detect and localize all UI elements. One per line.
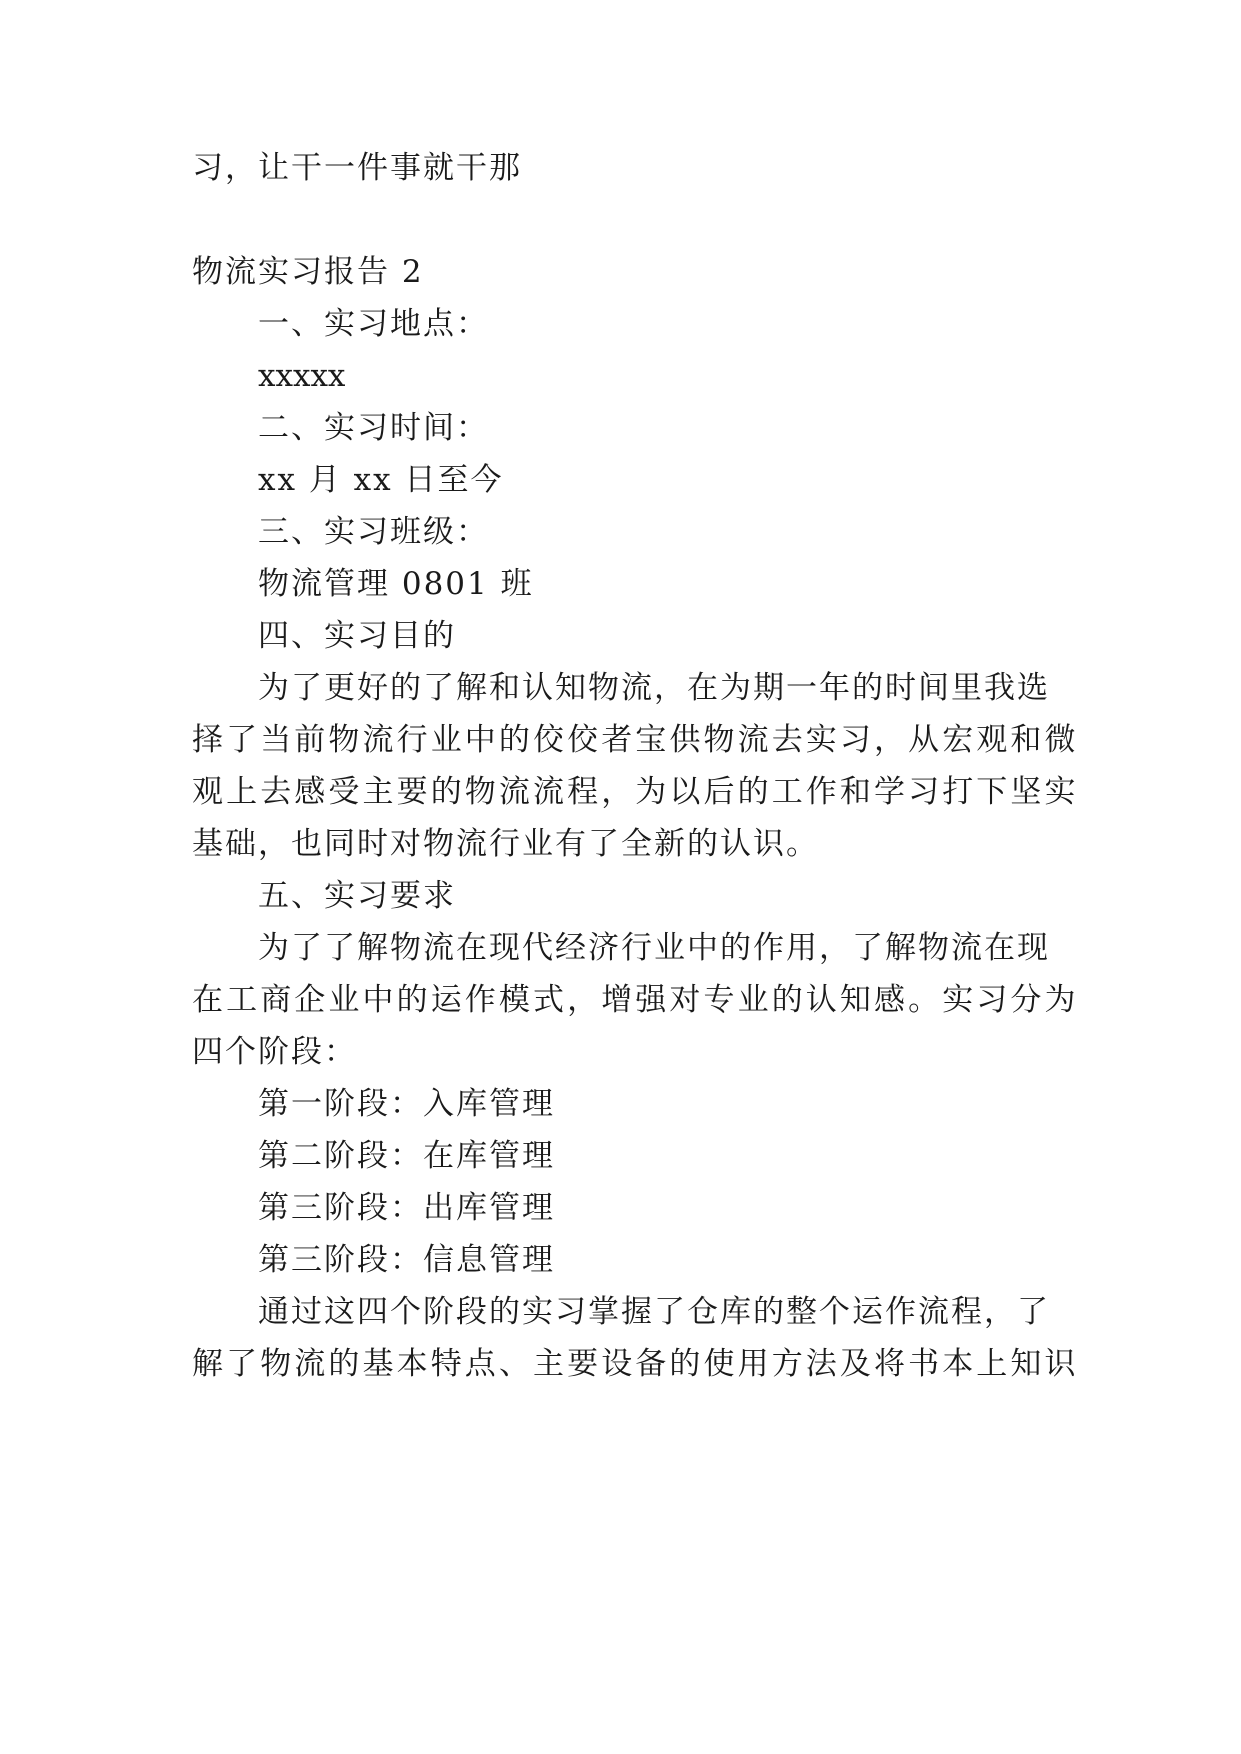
stage-item: 第三阶段：出库管理 (258, 1190, 555, 1226)
section2-value: xx 月 xx 日至今 (258, 462, 504, 498)
requirement-line: 四个阶段： (192, 1034, 357, 1070)
requirement-line: 在工商企业中的运作模式，增强对专业的认知感。实习分为 (192, 982, 1079, 1018)
purpose-line: 为了更好的了解和认知物流，在为期一年的时间里我选 (258, 670, 1050, 706)
purpose-line: 基础，也同时对物流行业有了全新的认识。 (192, 826, 819, 862)
section4-heading: 四、实习目的 (258, 618, 456, 654)
stage-item: 第二阶段：在库管理 (258, 1138, 555, 1174)
section3-heading: 三、实习班级： (258, 514, 489, 550)
report-title: 物流实习报告 2 (192, 254, 424, 290)
section1-heading: 一、实习地点： (258, 306, 489, 342)
section1-value: xxxxx (258, 358, 346, 394)
closing-line: 通过这四个阶段的实习掌握了仓库的整个运作流程，了 (258, 1294, 1050, 1330)
requirement-line: 为了了解物流在现代经济行业中的作用，了解物流在现 (258, 930, 1050, 966)
section2-heading: 二、实习时间： (258, 410, 489, 446)
stage-item: 第三阶段：信息管理 (258, 1242, 555, 1278)
continuation-line: 习，让干一件事就干那 (192, 150, 522, 186)
section5-heading: 五、实习要求 (258, 878, 456, 914)
stage-item: 第一阶段：入库管理 (258, 1086, 555, 1122)
section3-value: 物流管理 0801 班 (258, 566, 534, 602)
purpose-line: 观上去感受主要的物流流程，为以后的工作和学习打下坚实 (192, 774, 1079, 810)
purpose-line: 择了当前物流行业中的佼佼者宝供物流去实习，从宏观和微 (192, 722, 1079, 758)
closing-line: 解了物流的基本特点、主要设备的使用方法及将书本上知识 (192, 1346, 1079, 1382)
